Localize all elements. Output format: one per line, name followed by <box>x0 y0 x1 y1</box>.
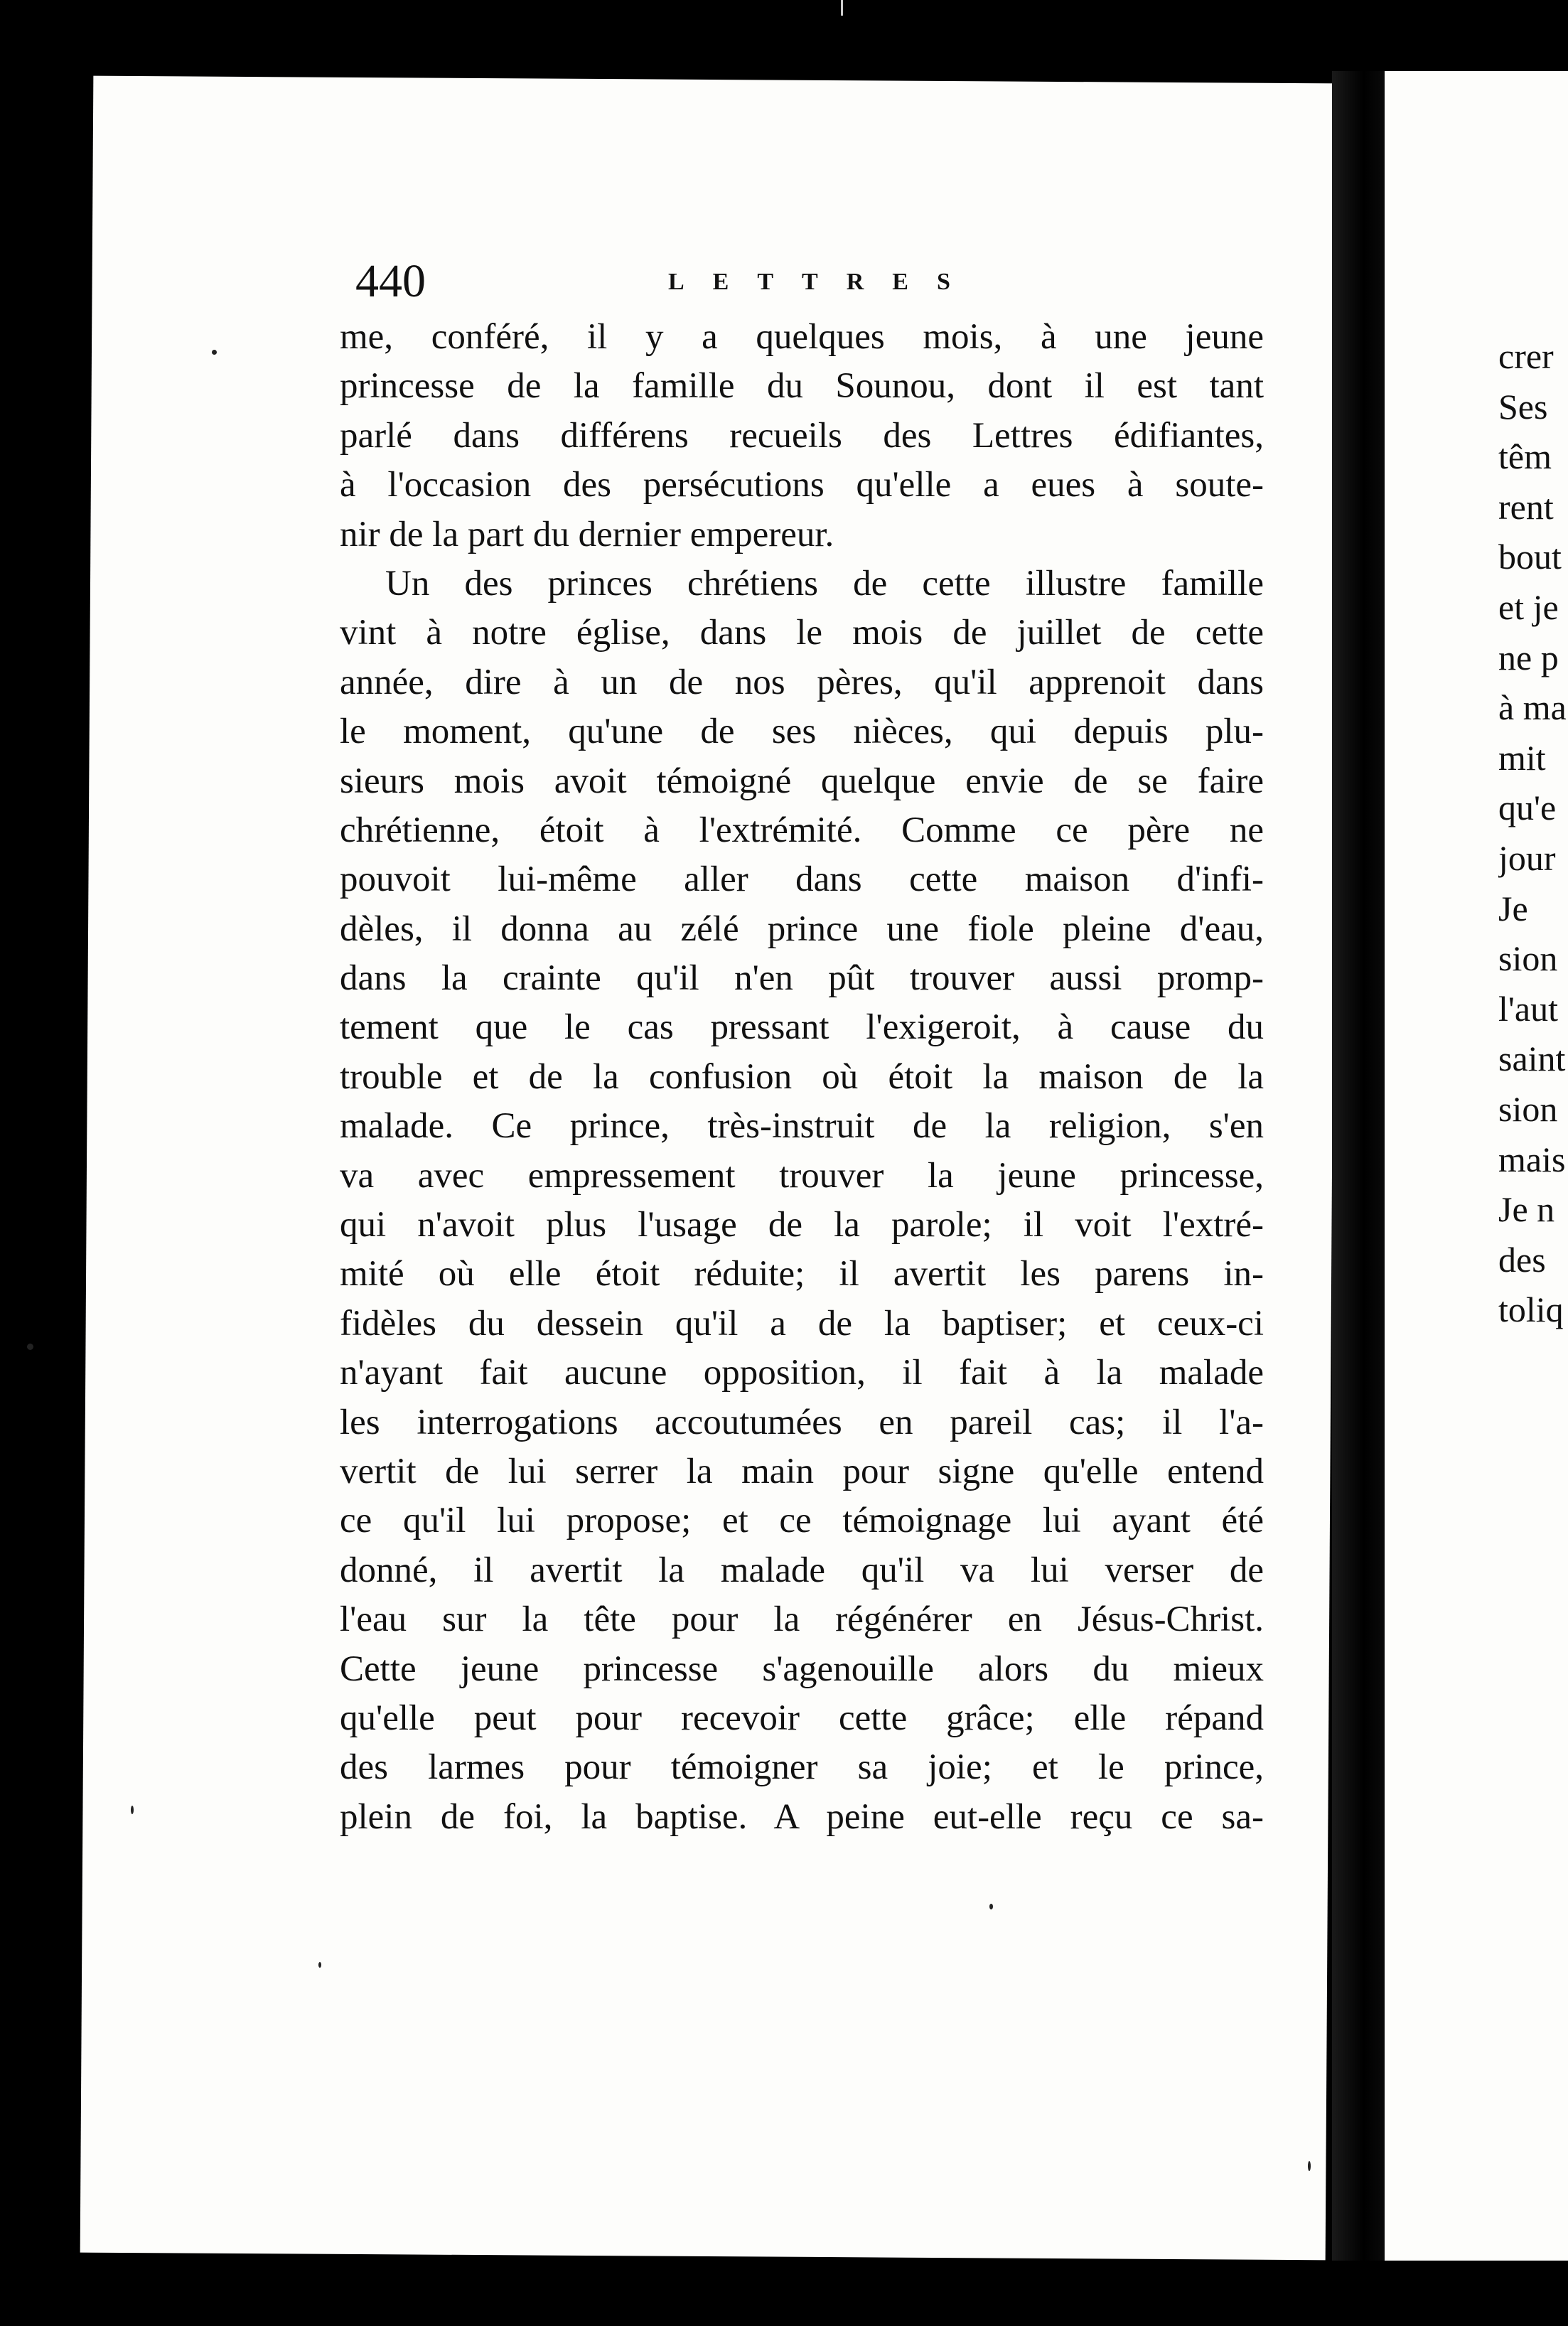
body-text <box>340 313 1264 1842</box>
text-line: vertit de lui serrer la main pour signe qu'elle entend <box>340 1451 1264 1491</box>
text-line: va avec empressement trouver la jeune princesse, <box>340 1155 1264 1196</box>
text-line: mité où elle étoit réduite; il avertit les parens in- <box>340 1254 1264 1295</box>
text-line: à l'occasion des persécutions qu'elle a eues à soute- <box>340 465 1264 505</box>
text-line: le moment, qu'une de ses nièces, qui depuis plu- <box>340 712 1264 752</box>
facing-line: Je <box>1498 888 1528 928</box>
text-line: donné, il avertit la malade qu'il va lui verser de <box>340 1550 1264 1590</box>
facing-line: ne p <box>1498 637 1559 677</box>
page-header <box>355 253 1251 310</box>
text-line: Un des princes chrétiens de cette illustre famille <box>385 563 1264 604</box>
facing-line: têm <box>1498 436 1552 477</box>
text-line: chrétienne, étoit à l'extrémité. Comme ce père ne <box>340 810 1264 850</box>
facing-page-text <box>1498 331 1568 1335</box>
facing-line: jour <box>1498 837 1556 878</box>
scan-speck <box>989 1904 993 1909</box>
scan-speck <box>131 1806 134 1814</box>
text-line: pouvoit lui-même aller dans cette maison d'infi- <box>340 859 1264 900</box>
scan-speck <box>318 1962 321 1968</box>
facing-line: mais <box>1498 1139 1566 1179</box>
page-number: 440 <box>355 255 426 307</box>
text-line: plein de foi, la baptise. A peine eut-elle reçu ce sa- <box>340 1796 1264 1837</box>
text-line: trouble et de la confusion où étoit la maison de la <box>340 1056 1264 1097</box>
facing-line: mit <box>1498 737 1546 778</box>
facing-line: crer <box>1498 336 1554 376</box>
text-line: des larmes pour témoigner sa joie; et le prince, <box>340 1747 1264 1788</box>
running-head: LETTRES <box>668 269 979 295</box>
text-line: l'eau sur la tête pour la régénérer en Jésus-Christ. <box>340 1599 1264 1640</box>
text-line: qu'elle peut pour recevoir cette grâce; elle répand <box>340 1698 1264 1738</box>
text-line: les interrogations accoutumées en pareil cas; il l'a- <box>340 1402 1264 1442</box>
text-line: vint à notre église, dans le mois de juillet de cette <box>340 613 1264 653</box>
text-line: dèles, il donna au zélé prince une fiole pleine d'eau, <box>340 909 1264 949</box>
facing-line: l'aut <box>1498 988 1558 1029</box>
text-line: malade. Ce prince, très-instruit de la religion, s'en <box>340 1106 1264 1147</box>
facing-line: rent <box>1498 486 1554 527</box>
facing-line: qu'e <box>1498 788 1557 828</box>
facing-line: Ses <box>1498 386 1548 427</box>
facing-line: Je n <box>1498 1189 1555 1230</box>
scan-speck <box>212 350 217 355</box>
facing-line: à ma <box>1498 687 1567 728</box>
text-line: n'ayant fait aucune opposition, il fait à la malade <box>340 1353 1264 1393</box>
facing-line: toliq <box>1498 1290 1564 1330</box>
facing-line: bout <box>1498 537 1562 577</box>
text-line: dans la crainte qu'il n'en pût trouver aussi promp- <box>340 958 1264 999</box>
facing-line: des <box>1498 1239 1546 1280</box>
scan-mark <box>841 0 843 16</box>
scan-speck <box>27 1344 33 1350</box>
text-line: me, conféré, il y a quelques mois, à une jeune <box>340 317 1264 357</box>
text-line: nir de la part du dernier empereur. <box>340 514 834 554</box>
text-line: tement que le cas pressant l'exigeroit, à cause du <box>340 1007 1264 1048</box>
facing-line: saint <box>1498 1039 1566 1079</box>
text-line: princesse de la famille du Sounou, dont il est tant <box>340 366 1264 407</box>
text-line: Cette jeune princesse s'agenouille alors du mieux <box>340 1649 1264 1689</box>
facing-line: sion <box>1498 1088 1558 1129</box>
facing-line: sion <box>1498 938 1558 979</box>
book-gutter <box>1332 71 1385 2261</box>
text-line: qui n'avoit plus l'usage de la parole; il voit l'extré- <box>340 1205 1264 1245</box>
text-line: fidèles du dessein qu'il a de la baptiser; et ceux-ci <box>340 1303 1264 1344</box>
text-line: sieurs mois avoit témoigné quelque envie de se faire <box>340 761 1264 801</box>
text-line: ce qu'il lui propose; et ce témoignage lui ayant été <box>340 1501 1264 1541</box>
facing-line: et je <box>1498 586 1559 627</box>
text-line: parlé dans différens recueils des Lettres édifiantes, <box>340 415 1264 456</box>
scan-speck <box>1308 2161 1311 2171</box>
text-line: année, dire à un de nos pères, qu'il apprenoit dans <box>340 662 1264 702</box>
